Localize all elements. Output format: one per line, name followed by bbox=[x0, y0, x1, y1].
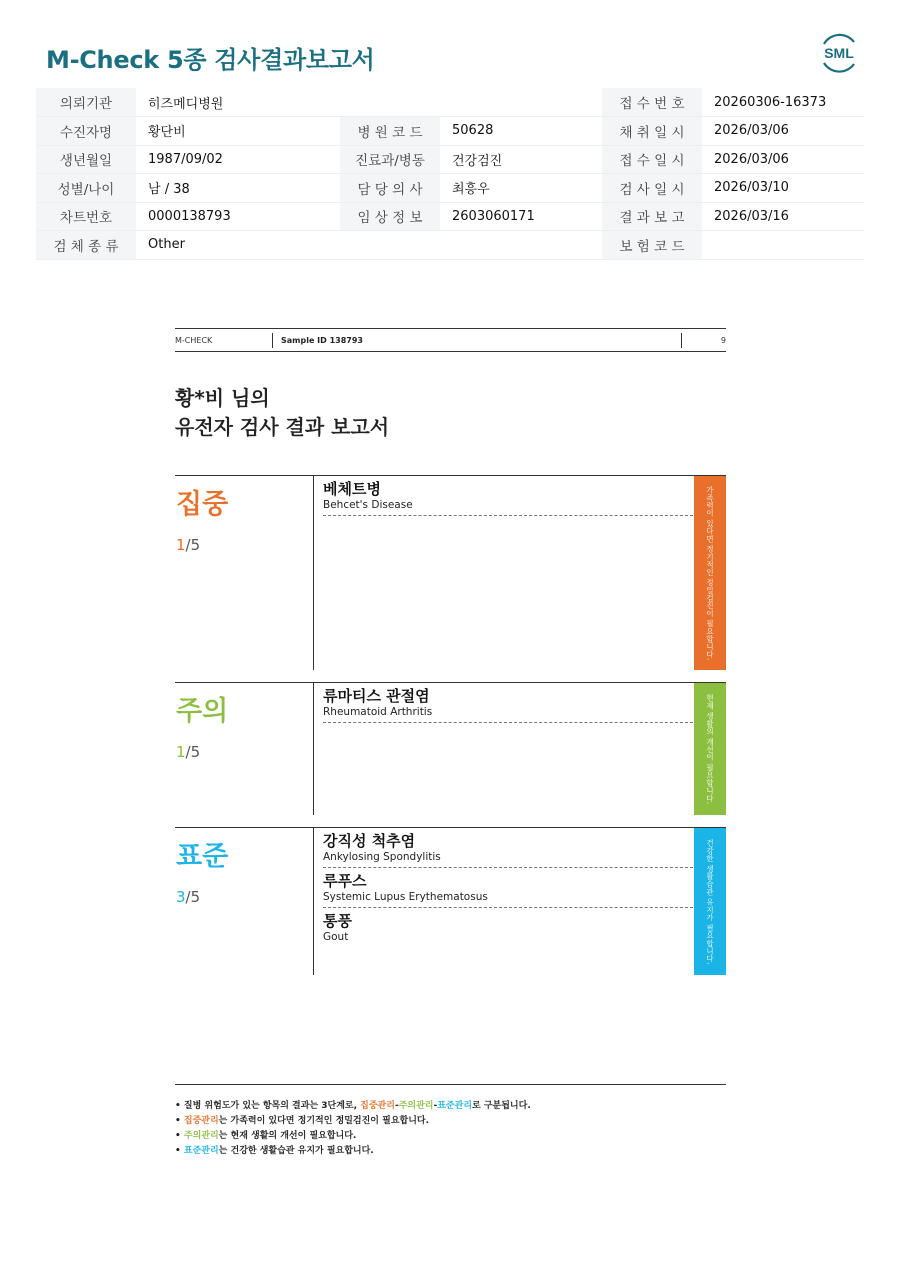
count-total: /5 bbox=[185, 888, 201, 906]
page-title: M-Check 5종 검사결과보고서 bbox=[46, 46, 375, 74]
report-header bbox=[46, 40, 375, 75]
note-line: • 질병 위험도가 있는 항목의 결과는 3단계로, 집중관리-주의관리-표준관리로 구분됩니다. bbox=[175, 1101, 531, 1111]
grade-count bbox=[176, 888, 200, 906]
greeting-line-1: 황*비 님의 bbox=[175, 386, 270, 410]
disease-name-kr: 베체트병 bbox=[323, 480, 381, 498]
info-value: 1987/09/02 bbox=[136, 145, 340, 174]
disease-item bbox=[323, 480, 693, 516]
info-value: Other bbox=[136, 231, 340, 260]
note-text: 는 가족력이 있다면 정기적인 정밀검진이 필요합니다. bbox=[218, 1116, 430, 1126]
count-total: /5 bbox=[185, 536, 201, 554]
note-line: • 집중관리는 가족력이 있다면 정기적인 정밀검진이 필요합니다. bbox=[175, 1116, 430, 1126]
note-text: 는 현재 생활의 개선이 필요합니다. bbox=[218, 1131, 357, 1141]
logo-text: SML bbox=[824, 45, 854, 61]
info-label bbox=[340, 88, 440, 117]
divider bbox=[272, 333, 273, 348]
disease-list bbox=[323, 832, 693, 951]
info-value: 건강검진 bbox=[440, 145, 602, 174]
info-value: 남 / 38 bbox=[136, 174, 340, 203]
disease-item bbox=[323, 872, 693, 908]
side-note-bar bbox=[694, 828, 726, 975]
disease-list bbox=[323, 480, 693, 520]
report-topbar bbox=[175, 328, 726, 352]
note-term-standard: 표준관리 bbox=[183, 1146, 219, 1156]
disease-item bbox=[323, 832, 693, 868]
count-hit: 3 bbox=[176, 888, 186, 906]
info-value: 2026/03/10 bbox=[702, 174, 864, 203]
info-label: 수진자명 bbox=[36, 117, 136, 146]
note-dash: - bbox=[394, 1101, 399, 1111]
note-text: 로 구분됩니다. bbox=[472, 1101, 531, 1111]
disease-name-kr: 강직성 척추염 bbox=[323, 832, 416, 850]
info-row bbox=[36, 88, 864, 117]
count-hit: 1 bbox=[176, 536, 186, 554]
disease-name-en: Ankylosing Spondylitis bbox=[323, 851, 441, 863]
note-term-focus: 집중관리 bbox=[360, 1101, 395, 1111]
disease-name-en: Behcet's Disease bbox=[323, 499, 413, 511]
divider bbox=[313, 828, 314, 975]
info-label: 접 수 일 시 bbox=[602, 145, 702, 174]
info-row bbox=[36, 117, 864, 146]
info-value bbox=[702, 231, 864, 260]
info-label: 검 체 종 류 bbox=[36, 231, 136, 260]
disease-list bbox=[323, 687, 693, 727]
info-label: 검 사 일 시 bbox=[602, 174, 702, 203]
info-row bbox=[36, 145, 864, 174]
info-value: 2026/03/06 bbox=[702, 145, 864, 174]
section-standard bbox=[175, 827, 726, 975]
info-label: 접 수 번 호 bbox=[602, 88, 702, 117]
disease-name-kr: 통풍 bbox=[323, 912, 352, 930]
note-text: 는 건강한 생활습관 유지가 필요합니다. bbox=[218, 1146, 374, 1156]
grade-label: 표준 bbox=[176, 841, 229, 872]
info-value bbox=[440, 231, 602, 260]
grade-label: 집중 bbox=[176, 489, 229, 520]
result-report bbox=[175, 328, 726, 965]
note-term-caution: 주의관리 bbox=[183, 1131, 219, 1141]
note-line: • 표준관리는 건강한 생활습관 유지가 필요합니다. bbox=[175, 1146, 374, 1156]
info-value: 히즈메디병원 bbox=[136, 88, 340, 117]
info-label: 보 험 코 드 bbox=[602, 231, 702, 260]
info-value: 2026/03/16 bbox=[702, 202, 864, 231]
info-value: 50628 bbox=[440, 117, 602, 146]
info-value bbox=[440, 88, 602, 117]
note-term-standard: 표준관리 bbox=[437, 1101, 473, 1111]
info-value: 0000138793 bbox=[136, 202, 340, 231]
info-label: 담 당 의 사 bbox=[340, 174, 440, 203]
info-label: 차트번호 bbox=[36, 202, 136, 231]
note-text: 질병 위험도가 있는 항목의 결과는 3단계로, bbox=[183, 1101, 361, 1111]
disease-name-kr: 류마티스 관절염 bbox=[323, 687, 430, 705]
info-label: 결 과 보 고 bbox=[602, 202, 702, 231]
info-value: 2603060171 bbox=[440, 202, 602, 231]
info-row bbox=[36, 202, 864, 231]
info-value: 황단비 bbox=[136, 117, 340, 146]
greeting-line-2: 유전자 검사 결과 보고서 bbox=[175, 415, 390, 439]
side-note-text: 건강한 생활습관 유지가 필요합니다. bbox=[705, 838, 715, 965]
disease-name-en: Systemic Lupus Erythematosus bbox=[323, 891, 488, 903]
info-value: 최흥우 bbox=[440, 174, 602, 203]
legend-notes bbox=[175, 1084, 726, 1159]
info-label: 진료과/병동 bbox=[340, 145, 440, 174]
report-greeting bbox=[175, 384, 389, 442]
divider bbox=[313, 476, 314, 670]
side-note-bar bbox=[694, 476, 726, 670]
info-value: 2026/03/06 bbox=[702, 117, 864, 146]
disease-item bbox=[323, 687, 693, 723]
note-line: • 주의관리는 현재 생활의 개선이 필요합니다. bbox=[175, 1131, 357, 1141]
count-total: /5 bbox=[185, 743, 201, 761]
info-label: 생년월일 bbox=[36, 145, 136, 174]
info-label: 임 상 정 보 bbox=[340, 202, 440, 231]
brand-label: M-CHECK bbox=[175, 336, 213, 345]
disease-item bbox=[323, 912, 693, 947]
section-caution bbox=[175, 682, 726, 815]
page-number: 9 bbox=[720, 336, 726, 345]
side-note-text: 현재 생활의 개선이 필요합니다. bbox=[705, 693, 715, 805]
section-focus bbox=[175, 475, 726, 669]
info-label: 의뢰기관 bbox=[36, 88, 136, 117]
grade-count bbox=[176, 743, 200, 761]
info-label: 성별/나이 bbox=[36, 174, 136, 203]
divider bbox=[681, 333, 682, 348]
note-term-caution: 주의관리 bbox=[398, 1101, 434, 1111]
note-term-focus: 집중관리 bbox=[183, 1116, 219, 1126]
disease-name-en: Gout bbox=[323, 931, 349, 943]
info-label: 병 원 코 드 bbox=[340, 117, 440, 146]
patient-info-table bbox=[36, 88, 864, 260]
grade-count bbox=[176, 536, 200, 554]
side-note-bar bbox=[694, 683, 726, 815]
info-row bbox=[36, 174, 864, 203]
info-row bbox=[36, 231, 864, 260]
info-value: 20260306-16373 bbox=[702, 88, 864, 117]
side-note-text: 가족력이 있다면 정기적인 정밀검진이 필요합니다. bbox=[705, 485, 715, 661]
sample-id: Sample ID 138793 bbox=[281, 336, 363, 345]
divider bbox=[313, 683, 314, 815]
note-dash: - bbox=[433, 1101, 438, 1111]
info-label: 채 취 일 시 bbox=[602, 117, 702, 146]
disease-name-kr: 루푸스 bbox=[323, 872, 367, 890]
info-label bbox=[340, 231, 440, 260]
grade-label: 주의 bbox=[176, 696, 229, 727]
count-hit: 1 bbox=[176, 743, 186, 761]
sml-logo bbox=[816, 30, 862, 76]
disease-name-en: Rheumatoid Arthritis bbox=[323, 706, 433, 718]
